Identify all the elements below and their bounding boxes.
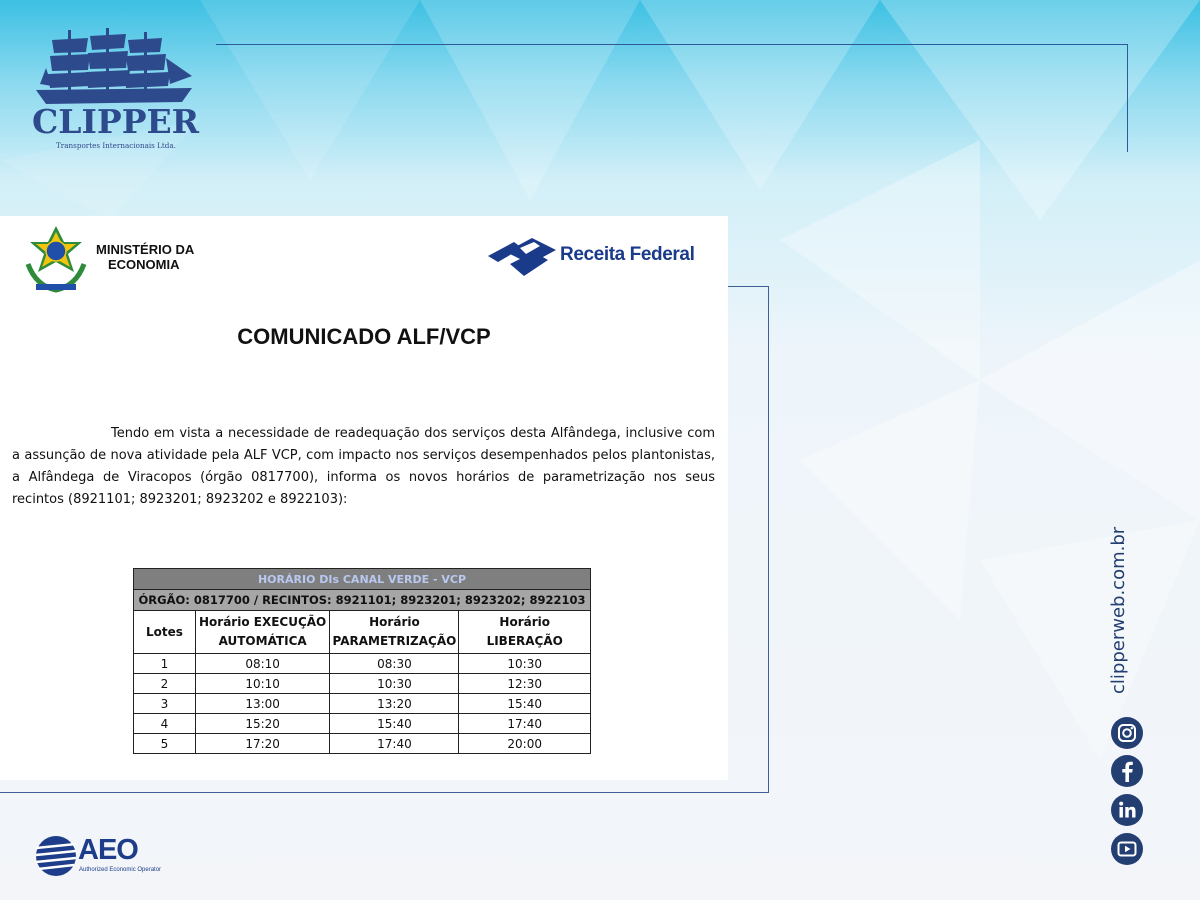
linkedin-icon[interactable] <box>1110 793 1144 827</box>
ministry-line-2: ECONOMIA <box>108 257 180 272</box>
table-cell: 15:20 <box>195 714 330 734</box>
table-row <box>134 714 591 734</box>
paragraph-line: a Alfândega de Viracopos (órgão 0817700), informa os novos horários de parametrização nos seus <box>12 470 715 485</box>
receita-federal-wordmark: Receita Federal <box>560 244 695 265</box>
table-row <box>134 694 591 714</box>
table-cell: 15:40 <box>330 714 459 734</box>
table-cell: 3 <box>134 694 196 714</box>
ministry-line-1: MINISTÉRIO DA <box>96 242 195 257</box>
top-divider-line <box>216 44 1128 45</box>
table-cell: 1 <box>134 654 196 674</box>
document-frame-top-edge <box>728 286 768 287</box>
clipper-logo-wordmark: CLIPPER <box>32 102 200 141</box>
table-cell: 17:20 <box>195 734 330 754</box>
facebook-icon[interactable] <box>1110 754 1144 788</box>
table-cell: 15:40 <box>459 694 591 714</box>
top-divider-vertical-line <box>1127 44 1128 152</box>
table-cell: 08:10 <box>195 654 330 674</box>
table-cell: 10:10 <box>195 674 330 694</box>
table-cell: 13:20 <box>330 694 459 714</box>
aeo-wordmark: AEO <box>78 834 138 866</box>
clipper-logo-subtitle: Transportes Internacionais Ltda. <box>56 141 176 150</box>
paragraph-line: a assunção de nova atividade pela ALF VCP, com impacto nos serviços desempenhados pelos plantonistas, <box>12 448 715 463</box>
table-cell: 4 <box>134 714 196 734</box>
clipper-logo <box>32 28 198 154</box>
column-header-text: AUTOMÁTICA <box>218 634 307 648</box>
column-header-lotes <box>134 611 196 654</box>
instagram-icon[interactable] <box>1110 716 1144 750</box>
globe-icon <box>34 834 78 878</box>
column-header-liberacao <box>459 611 591 654</box>
table-cell: 12:30 <box>459 674 591 694</box>
ministry-name <box>96 242 194 272</box>
table-cell: 10:30 <box>330 674 459 694</box>
table-row <box>134 654 591 674</box>
table-cell: 5 <box>134 734 196 754</box>
table-cell: 10:30 <box>459 654 591 674</box>
table-cell: 13:00 <box>195 694 330 714</box>
paragraph-line: Tendo em vista a necessidade de readequação dos serviços desta Alfândega, inclusive com <box>111 426 715 441</box>
website-link[interactable]: clipperweb.com.br <box>1108 526 1129 694</box>
aeo-logo <box>34 834 162 880</box>
column-header-text: PARAMETRIZAÇÃO <box>332 634 457 648</box>
column-header-text: Horário LIBERAÇÃO <box>486 615 563 648</box>
column-header-text: Lotes <box>145 624 183 639</box>
paragraph-line: recintos (8921101; 8923201; 8923202 e 8922103): <box>12 492 348 507</box>
table-subtitle: ÓRGÃO: 0817700 / RECINTOS: 8921101; 8923201; 8923202; 8922103 <box>134 590 591 611</box>
column-header-parametrizacao <box>330 611 459 654</box>
table-cell: 20:00 <box>459 734 591 754</box>
column-header-text: Horário <box>369 615 420 629</box>
table-cell: 17:40 <box>459 714 591 734</box>
announcement-document <box>0 216 728 780</box>
ship-icon <box>32 28 198 108</box>
table-title: HORÁRIO DIs CANAL VERDE - VCP <box>134 569 591 590</box>
receita-federal-logo-icon <box>486 234 556 278</box>
table-cell: 17:40 <box>330 734 459 754</box>
schedule-table <box>133 568 591 754</box>
youtube-icon[interactable] <box>1110 832 1144 866</box>
table-row <box>134 674 591 694</box>
document-title: COMUNICADO ALF/VCP <box>237 324 491 349</box>
brazil-coat-of-arms-icon <box>22 224 90 296</box>
announcement-paragraph <box>12 423 715 511</box>
table-row <box>134 734 591 754</box>
table-cell: 2 <box>134 674 196 694</box>
column-header-execucao <box>195 611 330 654</box>
aeo-subtitle: Authorized Economic Operator <box>79 867 162 873</box>
column-header-text: Horário EXECUÇÃO <box>199 615 327 629</box>
table-cell: 08:30 <box>330 654 459 674</box>
